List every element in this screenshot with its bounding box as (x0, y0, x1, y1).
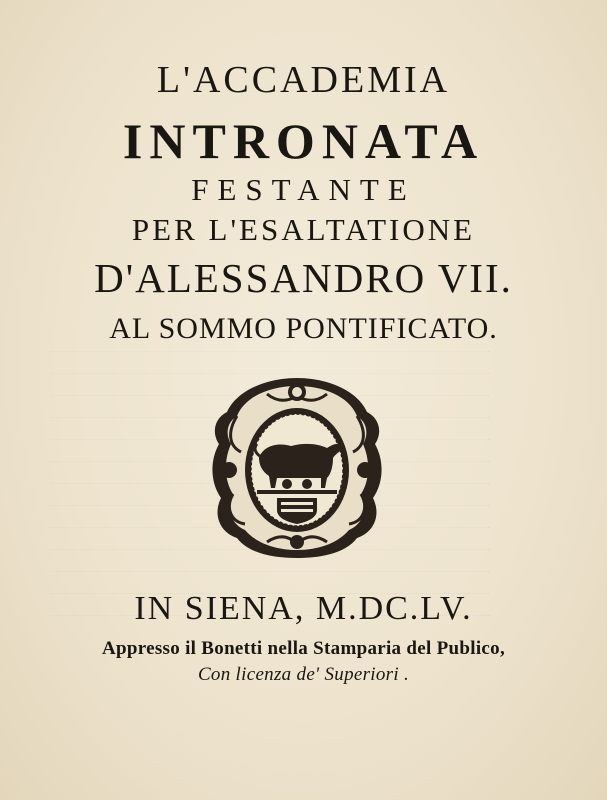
license-line: Con licenza de' Superiori . (197, 664, 410, 685)
title-line-festante: FESTANTE (191, 172, 416, 207)
title-line-per-esaltatione: PER L'ESALTATIONE (131, 212, 476, 247)
title-line-alessandro: D'ALESSANDRO VII. (94, 255, 513, 301)
title-line-accademia: L'ACCADEMIA (156, 59, 451, 101)
imprint-place-date: IN SIENA, M.DC.LV. (134, 590, 473, 627)
printer-line: Appresso il Bonetti nella Stamparia del Publico, (101, 638, 506, 659)
printers-device-she-wolf-icon (207, 372, 387, 562)
title-line-intronata: INTRONATA (122, 113, 485, 169)
title-line-pontificato: AL SOMMO PONTIFICATO. (109, 312, 498, 345)
